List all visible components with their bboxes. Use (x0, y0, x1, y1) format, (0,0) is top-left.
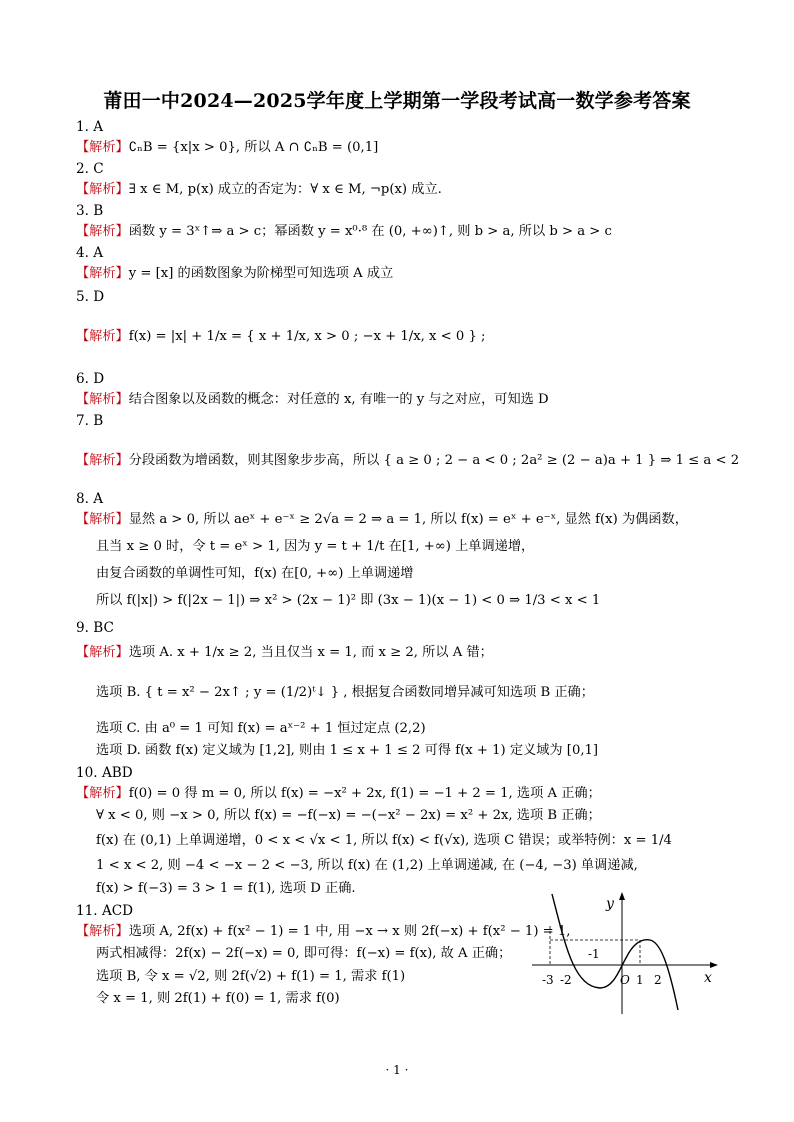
explanation-text: 函数 y = 3ˣ↑⇒ a > c；幂函数 y = x⁰·⁸ 在 (0, +∞)↑, 则 b > a, 所以 b > a > c (128, 224, 612, 239)
explanation-text: f(0) = 0 得 m = 0, 所以 f(x) = −x² + 2x, f(1) = −1 + 2 = 1, 选项 A 正确； (128, 786, 601, 801)
explanation-text: ∃ x ∈ M, p(x) 成立的否定为：∀ x ∈ M, ¬p(x) 成立. (128, 182, 442, 197)
answer-8: 8. A (76, 491, 104, 507)
explanation-text: y = [x] 的函数图象为阶梯型可知选项 A 成立 (128, 266, 394, 281)
answer-5: 5. D (76, 289, 105, 305)
explanation-3 (76, 223, 612, 241)
explanation-7 (76, 452, 739, 470)
explanation-text: 选项 A, 2f(x) + f(x² − 1) = 1 中, 用 −x → x 则 2f(−x) + f(x² − 1) = 1, (128, 924, 571, 939)
answer-2: 2. C (76, 161, 104, 177)
analysis-tag: 【解析】 (76, 453, 129, 468)
explanation-line: 且当 x ≥ 0 时，令 t = eˣ > 1, 因为 y = t + 1/t 在[1, +∞) 上单调递增， (96, 539, 535, 554)
explanation-text: f(x) = |x| + 1/x = { x + 1/x, x > 0 ; −x + 1/x, x < 0 } ; (128, 329, 486, 344)
analysis-tag: 【解析】 (76, 182, 129, 197)
answer-6: 6. D (76, 371, 105, 387)
explanation-line: 选项 B, 令 x = √2, 则 2f(√2) + f(1) = 1, 需求 f(1) (96, 969, 406, 984)
function-graph (528, 888, 724, 1020)
tick-label: -3 (542, 973, 554, 987)
analysis-tag: 【解析】 (76, 645, 129, 660)
analysis-tag: 【解析】 (76, 224, 129, 239)
answer-4: 4. A (76, 245, 104, 261)
explanation-10 (76, 785, 601, 803)
explanation-line: f(x) > f(−3) = 3 > 1 = f(1), 选项 D 正确. (96, 881, 356, 896)
analysis-tag: 【解析】 (76, 266, 129, 281)
y-axis-label: y (606, 896, 614, 912)
explanation-line: 选项 C. 由 a⁰ = 1 可知 f(x) = aˣ⁻² + 1 恒过定点 (2,2) (96, 721, 426, 736)
function-curve (552, 894, 678, 1010)
explanation-11 (76, 923, 571, 941)
analysis-tag: 【解析】 (76, 786, 129, 801)
answer-7: 7. B (76, 413, 104, 429)
answer-3: 3. B (76, 203, 104, 219)
tick-label: 1 (636, 973, 644, 987)
tick-label: -2 (560, 973, 572, 987)
explanation-1 (76, 139, 378, 157)
answer-1: 1. A (76, 119, 104, 135)
explanation-8 (76, 511, 688, 529)
explanation-9 (76, 644, 493, 662)
tick-label: 2 (654, 973, 662, 987)
explanation-2 (76, 181, 442, 199)
x-axis-arrow (710, 962, 718, 968)
analysis-tag: 【解析】 (76, 512, 129, 527)
y-axis-arrow (619, 892, 625, 900)
explanation-line: 由复合函数的单调性可知，f(x) 在[0, +∞) 上单调递增 (96, 566, 414, 581)
explanation-line: 两式相减得：2f(x) − 2f(−x) = 0, 即可得：f(−x) = f(x), 故 A 正确； (96, 946, 512, 961)
explanation-text: 结合图象以及函数的概念：对任意的 x, 有唯一的 y 与之对应，可知选 D (128, 392, 549, 407)
explanation-text: 分段函数为增函数，则其图象步步高，所以 { a ≥ 0 ; 2 − a < 0 ; 2a² ≥ (2 − a)a + 1 } ⇒ 1 ≤ a < 2 (128, 453, 740, 468)
analysis-tag: 【解析】 (76, 329, 129, 344)
explanation-line: 选项 B. { t = x² − 2x↑ ; y = (1/2)ᵗ↓ } , 根据复合函数同增异减可知选项 B 正确； (96, 685, 594, 700)
origin-label: O (620, 973, 630, 987)
analysis-tag: 【解析】 (76, 140, 129, 155)
explanation-line: f(x) 在 (0,1) 上单调递增，0 < x < √x < 1, 所以 f(x) < f(√x), 选项 C 错误；或举特例：x = 1/4 (96, 833, 672, 848)
explanation-text: ∁ₙB = {x|x > 0}, 所以 A ∩ ∁ₙB = (0,1] (128, 140, 379, 155)
answer-9: 9. BC (76, 620, 114, 636)
answer-11: 11. ACD (76, 903, 134, 919)
explanation-line: 1 < x < 2, 则 −4 < −x − 2 < −3, 所以 f(x) 在 (1,2) 上单调递减, 在 (−4, −3) 单调递减, (96, 858, 638, 873)
page-number: · 1 · (385, 1063, 409, 1077)
explanation-line: 选项 D. 函数 f(x) 定义域为 [1,2], 则由 1 ≤ x + 1 ≤ 2 可得 f(x + 1) 定义域为 [0,1] (96, 743, 599, 758)
x-axis-label: x (704, 970, 712, 986)
explanation-text: 选项 A. x + 1/x ≥ 2, 当且仅当 x = 1, 而 x ≥ 2, 所以 A 错； (128, 645, 493, 660)
explanation-6 (76, 391, 549, 409)
explanation-text: 显然 a > 0, 所以 aeˣ + e⁻ˣ ≥ 2√a = 2 ⇒ a = 1, 所以 f(x) = eˣ + e⁻ˣ, 显然 f(x) 为偶函数， (128, 512, 688, 527)
explanation-line: 所以 f(|x|) > f(|2x − 1|) ⇒ x² > (2x − 1)² 即 (3x − 1)(x − 1) < 0 ⇒ 1/3 < x < 1 (96, 593, 601, 608)
analysis-tag: 【解析】 (76, 924, 129, 939)
explanation-line: 令 x = 1, 则 2f(1) + f(0) = 1, 需求 f(0) (96, 991, 340, 1006)
page-title: 莆田一中2024—2025学年度上学期第一学段考试高一数学参考答案 (103, 90, 691, 112)
mark-neg1: -1 (588, 947, 600, 961)
explanation-4 (76, 265, 393, 283)
answer-10: 10. ABD (76, 765, 133, 781)
explanation-line: ∀ x < 0, 则 −x > 0, 所以 f(x) = −f(−x) = −(−x² − 2x) = x² + 2x, 选项 B 正确； (96, 808, 601, 823)
analysis-tag: 【解析】 (76, 392, 129, 407)
explanation-5 (76, 328, 486, 346)
